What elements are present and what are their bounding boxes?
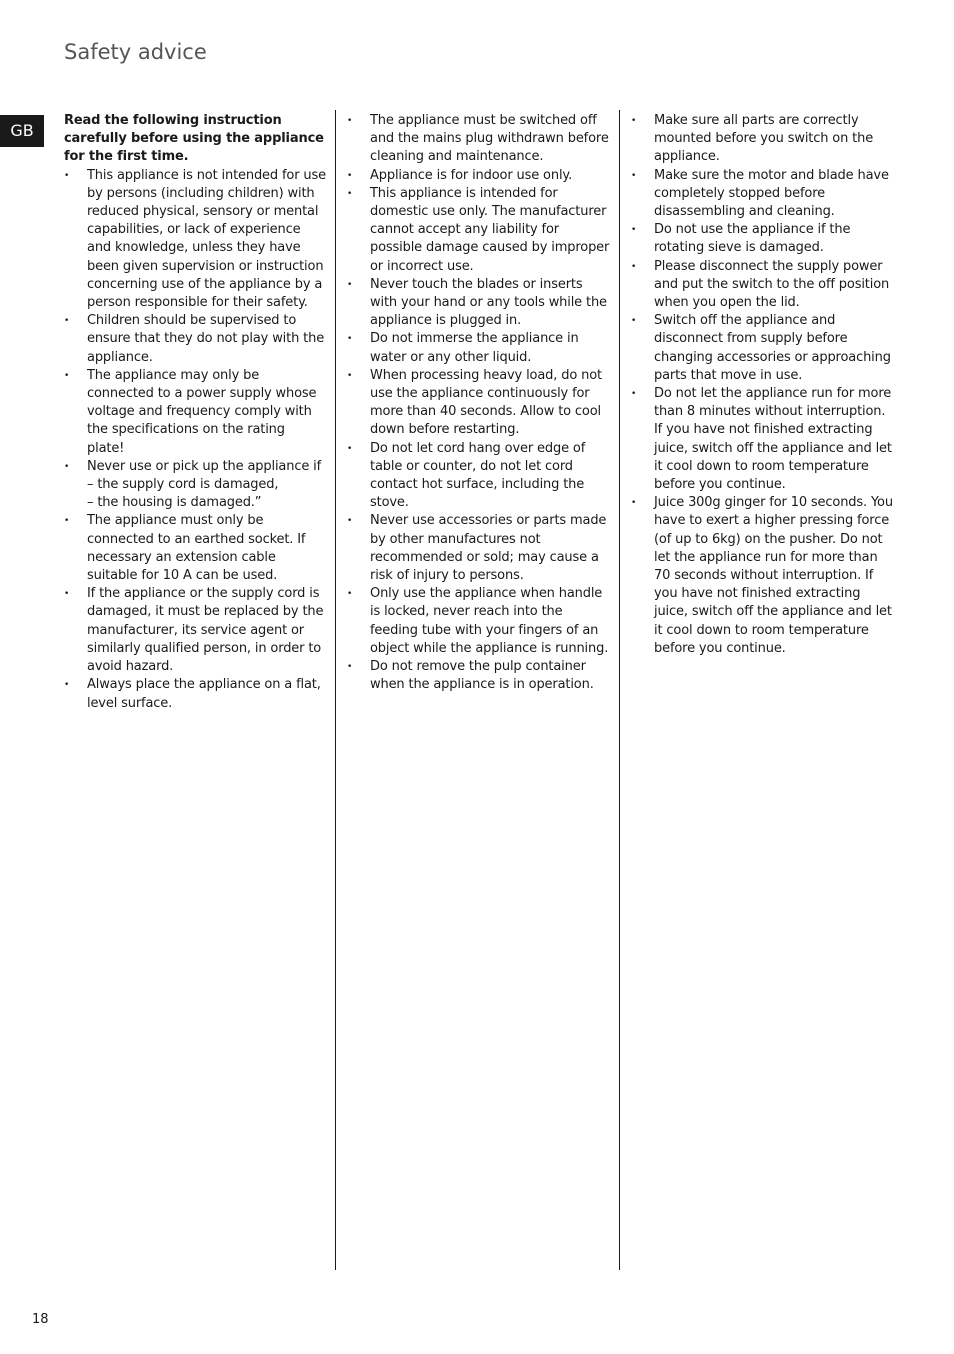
list-item: • The appliance must only be connected to an earthed socket. If necessary an extension cable suitable for 10 A can be used. (64, 512, 326, 585)
language-tab-gb: GB (0, 115, 44, 147)
list-item: • Never use accessories or parts made by other manufactures not recommended or sold; may cause a risk of injury to persons. (347, 512, 611, 585)
list-item: • The appliance may only be connected to a power supply whose voltage and frequency comply with the specifications on the rating plate! (64, 367, 326, 458)
list-item: • Do not use the appliance if the rotating sieve is damaged. (631, 221, 893, 257)
list-item: • Do not let the appliance run for more than 8 minutes without interruption. If you have not finished extracting juice, switch off the appliance and let it cool down to room temperature before you continue. (631, 385, 893, 494)
list-item: • Always place the appliance on a flat, level surface. (64, 676, 326, 712)
list-item: • Make sure all parts are correctly mounted before you switch on the appliance. (631, 112, 893, 167)
list-item-line: – the supply cord is damaged, (87, 477, 279, 493)
column-divider-2 (619, 110, 620, 1270)
list-item: • Children should be supervised to ensure that they do not play with the appliance. (64, 312, 326, 367)
list-item: • Appliance is for indoor use only. (347, 167, 611, 185)
safety-list-1 (64, 167, 326, 713)
list-item: • Make sure the motor and blade have completely stopped before disassembling and cleaning. (631, 167, 893, 222)
page-number: 18 (32, 1312, 49, 1327)
list-item: • If the appliance or the supply cord is damaged, it must be replaced by the manufacturer, its service agent or similarly qualified person, in order to avoid hazard. (64, 585, 326, 676)
list-item: • When processing heavy load, do not use the appliance continuously for more than 40 seconds. Allow to cool down before restarting. (347, 367, 611, 440)
list-item: • Only use the appliance when handle is locked, never reach into the feeding tube with your fingers of an object while the appliance is running. (347, 585, 611, 658)
list-item: • This appliance is intended for domestic use only. The manufacturer cannot accept any liability for possible damage caused by improper or incorrect use. (347, 185, 611, 276)
list-item: • Never touch the blades or inserts with your hand or any tools while the appliance is plugged in. (347, 276, 611, 331)
safety-list-2 (347, 112, 611, 695)
list-item: • The appliance must be switched off and the mains plug withdrawn before cleaning and maintenance. (347, 112, 611, 167)
list-item: • This appliance is not intended for use by persons (including children) with reduced physical, sensory or mental capabilities, or lack of experience and knowledge, unless they have been given supervision or instruction concerning use of the appliance by a person responsible for their safety. (64, 167, 326, 313)
list-item: • Do not immerse the appliance in water or any other liquid. (347, 330, 611, 366)
page-title: Safety advice (64, 40, 207, 64)
list-item: • Please disconnect the supply power and put the switch to the off position when you open the lid. (631, 258, 893, 313)
column-divider-1 (335, 110, 336, 1270)
safety-list-3 (631, 112, 893, 658)
list-item: • Switch off the appliance and disconnect from supply before changing accessories or approaching parts that move in use. (631, 312, 893, 385)
list-item: • Do not remove the pulp container when the appliance is in operation. (347, 658, 611, 694)
list-item: • Do not let cord hang over edge of table or counter, do not let cord contact hot surface, including the stove. (347, 440, 611, 513)
column-2 (347, 112, 611, 695)
intro-text: Read the following instruction carefully before using the appliance for the first time. (64, 113, 324, 165)
column-1 (64, 112, 326, 713)
column-3 (631, 112, 893, 658)
list-item-line: – the housing is damaged.” (87, 495, 262, 511)
list-item (64, 458, 326, 513)
list-item: • Juice 300g ginger for 10 seconds. You have to exert a higher pressing force (of up to 6kg) on the pusher. Do not let the appliance run for more than 70 seconds without interruption. If you have not finished extracting juice, switch off the appliance and let it cool down to room temperature before you continue. (631, 494, 893, 658)
list-item-line: • Never use or pick up the appliance if (87, 458, 322, 474)
